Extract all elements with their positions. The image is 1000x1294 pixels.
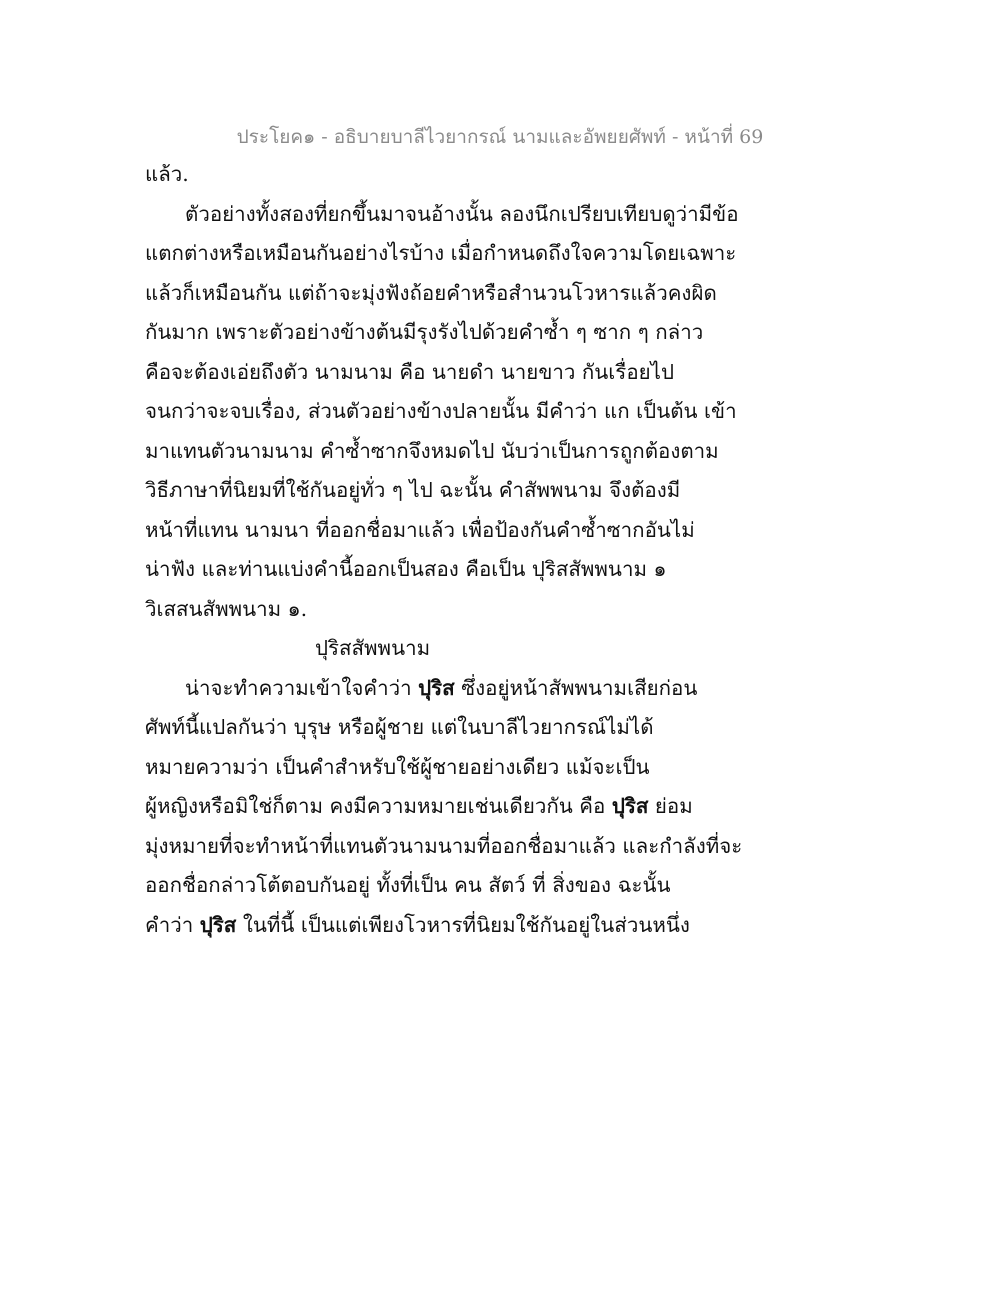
paragraph-line [145,787,855,827]
paragraph-continuation: แล้ว. [145,162,189,186]
section-heading: ปุริสสัพพนาม [315,636,431,660]
paragraph-line: จนกว่าจะจบเรื่อง, ส่วนตัวอย่างข้างปลายนั้น มีคำว่า แก เป็นต้น เข้า [145,399,737,423]
bold-term: ปุริส [418,675,455,700]
bold-term: ปุริส [199,912,237,937]
paragraph-line: คือจะต้องเอ่ยถึงตัว นามนาม คือ นายดำ นายขาว กันเรื่อยไป [145,359,674,384]
paragraph-line: แตกต่างหรือเหมือนกันอย่างไรบ้าง เมื่อกำหนดถึงใจความโดยเฉพาะ [145,241,737,265]
paragraph-line: แล้วก็เหมือนกัน แต่ถ้าจะมุ่งฟังถ้อยคำหรือสำนวนโวหารแล้วคงผิด [145,280,717,305]
paragraph-line: มาแทนตัวนามนาม คำซ้ำซากจึงหมดไป นับว่าเป็นการถูกต้องตาม [145,438,719,463]
text-run: ในที่นี้ เป็นแต่เพียงโวหารที่นิยมใช้กันอยู่ในส่วนหนึ่ง [236,912,690,937]
paragraph-line: กันมาก เพราะตัวอย่างข้างต้นมีรุงรังไปด้วยคำซ้ำ ๆ ซาก ๆ กล่าว [145,320,704,344]
paragraph-line: ออกชื่อกล่าวโต้ตอบกันอยู่ ทั้งที่เป็น คน สัตว์ ที่ สิ่งของ ฉะนั้น [145,873,671,897]
document-body [145,155,855,945]
paragraph-line: น่าฟัง และท่านแบ่งคำนี้ออกเป็นสอง คือเป็น ปุริสสัพพนาม ๑ [145,557,667,581]
paragraph-line: ศัพท์นี้แปลกันว่า บุรุษ หรือผู้ชาย แต่ในบาลีไวยากรณ์ไม่ได้ [145,715,654,739]
text-run: ย่อม [648,794,693,818]
paragraph-line [145,669,855,709]
paragraph-line: วิธีภาษาที่นิยมที่ใช้กันอยู่ทั่ว ๆ ไป ฉะนั้น คำสัพพนาม จึงต้องมี [145,478,681,502]
paragraph-line: วิเสสนสัพพนาม ๑. [145,596,308,621]
paragraph-line [145,906,855,946]
running-header: ประโยค๑ - อธิบายบาลีไวยากรณ์ นามและอัพยยศัพท์ - หน้าที่ 69 [236,126,764,148]
text-run: คำว่า [145,912,200,937]
text-run: ผู้หญิงหรือมิใช่ก็ตาม คงมีความหมายเช่นเดียวกัน คือ [145,794,612,818]
paragraph-line: ตัวอย่างทั้งสองที่ยกขึ้นมาจนอ้างนั้น ลองนึกเปรียบเทียบดูว่ามีข้อ [185,201,739,226]
paragraph-line: มุ่งหมายที่จะทำหน้าที่แทนตัวนามนามที่ออกชื่อมาแล้ว และกำลังที่จะ [145,833,743,858]
text-run: น่าจะทำความเข้าใจคำว่า [185,675,419,700]
paragraph-line: หน้าที่แทน นามนา ที่ออกชื่อมาแล้ว เพื่อป้องกันคำซ้ำซากอันไม่ [145,517,695,542]
bold-term: ปุริส [611,794,649,818]
text-run: ซึ่งอยู่หน้าสัพพนามเสียก่อน [454,675,698,700]
paragraph-line: หมายความว่า เป็นคำสำหรับใช้ผู้ชายอย่างเดียว แม้จะเป็น [145,754,650,779]
